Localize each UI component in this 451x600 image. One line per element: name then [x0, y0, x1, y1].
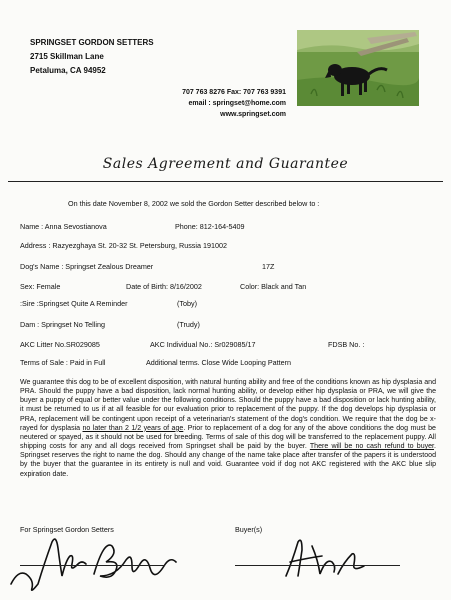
dog-birth-date: Date of Birth: 8/16/2002 [126, 282, 202, 291]
buyer-signature-label: Buyer(s) [235, 525, 263, 534]
dog-sire-nickname: (Toby) [177, 299, 197, 308]
guarantee-no-refund: There will be no cash refund to buyer [309, 443, 435, 451]
kennel-website: www.springset.com [220, 111, 286, 118]
dog-sex: Sex: Female [20, 282, 61, 291]
dog-color: Color: Black and Tan [240, 282, 307, 291]
buyer-phone: Phone: 812-164-5409 [175, 222, 245, 231]
additional-terms: Additional terms. Close Wide Looping Pattern [146, 358, 292, 367]
kennel-city: Petaluma, CA 94952 [30, 66, 106, 75]
guarantee-xray-deadline: no later than 2 1/2 years of age [82, 424, 184, 432]
buyer-signature-line [235, 565, 400, 566]
fdsb-number: FDSB No. : [328, 340, 365, 349]
guarantee-text-2: . Prior to replacement of a dog for any of the above conditions the dog must be neutered or spayed, as it should not be used for breeding. Terms of sale of this dog will be transferred to the replacement puppy. All shipping costs for any and all dogs received from Springset shall be paid by the buyer. [20, 424, 436, 451]
guarantee-paragraph [20, 378, 436, 479]
kennel-phone-fax: 707 763 8276 Fax: 707 763 9391 [182, 89, 286, 96]
document-title: Sales Agreement and Guarantee [102, 156, 349, 172]
buyer-address: Address : Razyezghaya St. 20-32 St. Petersburg, Russia 191002 [20, 241, 227, 250]
guarantee-text-1: We guarantee this dog to be of excellent disposition, with natural hunting ability and free of the conditions known as hip dysplasia and PRA. Should the puppy have a bad disposition, lack normal hunting ability, or develop either hip dysplasia or PRA, we will give the buyer a puppy of equal or better value under the following conditions. Should the puppy have a bad disposition or lack hunting ability, it must be returned to us if at all feasible for our evaluation prior to replacement of the puppy. If the dog develops hip dysplasia or PRA, replacement will be contingent upon receipt of a veterinarian's statement of the dog's condition. We require that the dog be x-rayed for dysplasia [20, 379, 436, 432]
buyer-name: Name : Anna Sevostianova [20, 222, 107, 231]
title-divider [8, 181, 443, 182]
terms-of-sale: Terms of Sale : Paid in Full [20, 358, 106, 367]
seller-signature-line [20, 565, 165, 566]
akc-individual-number: AKC Individual No.: Sr029085/17 [150, 340, 256, 349]
dog-name: Dog's Name : Springset Zealous Dreamer [20, 262, 154, 271]
dog-code: 17Z [262, 262, 275, 271]
sale-intro: On this date November 8, 2002 we sold the Gordon Setter described below to : [68, 199, 320, 208]
dog-dam-nickname: (Trudy) [177, 320, 200, 329]
kennel-street: 2715 Skillman Lane [30, 52, 104, 61]
seller-signature-label: For Springset Gordon Setters [20, 525, 114, 534]
gordon-setter-photo [297, 30, 419, 106]
seller-signature [8, 530, 183, 596]
buyer-signature [278, 536, 378, 580]
akc-litter-number: AKC Litter No.SR029085 [20, 340, 100, 349]
kennel-name: SPRINGSET GORDON SETTERS [30, 38, 154, 47]
kennel-email: email : springset@home.com [188, 100, 286, 107]
guarantee-text-3: . Springset reserves the right to name the dog. Should any change of the name take place after transfer of the papers it is understood by the buyer that the guarantee in its entirety is null and void. Guarantee void if dog not AKC registered with the AKC blue slip expiration date. [20, 443, 436, 478]
dog-dam: Dam : Springset No Telling [20, 320, 105, 329]
dog-sire: :Sire :Springset Quite A Reminder [20, 299, 128, 308]
